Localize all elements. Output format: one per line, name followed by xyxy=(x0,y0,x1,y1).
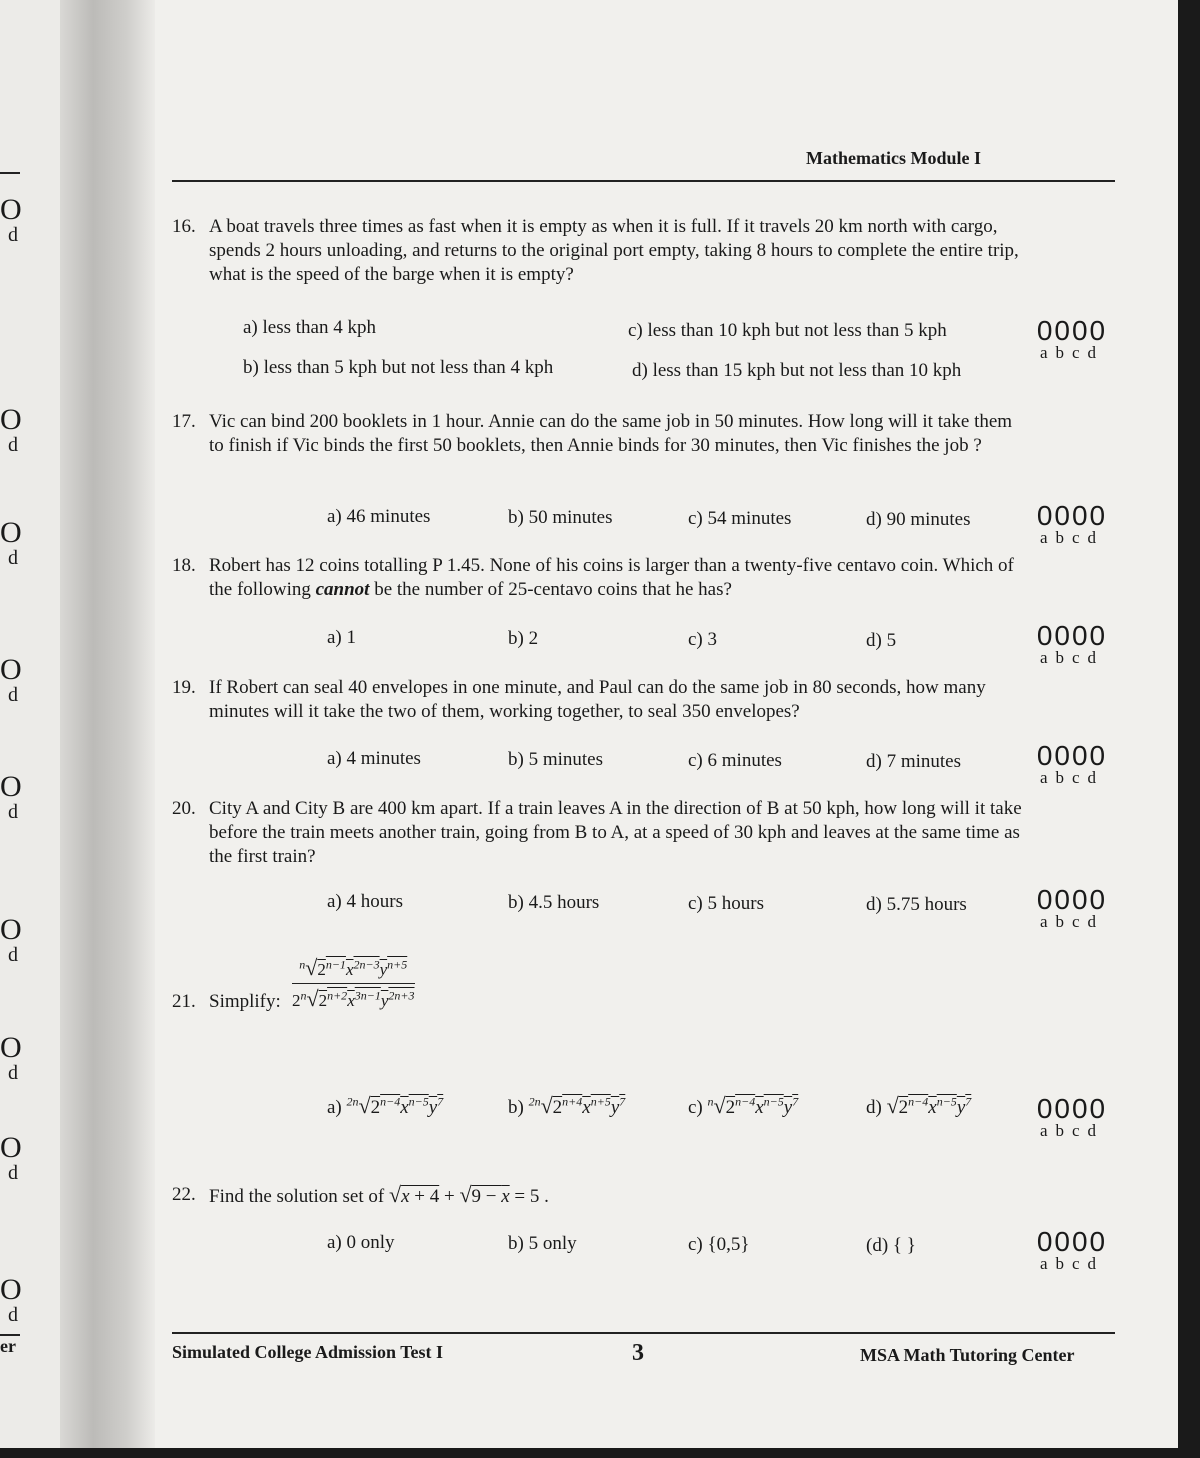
option-d: d) 7 minutes xyxy=(866,751,961,772)
option-a: a) 4 minutes xyxy=(327,748,421,769)
option-c: c) {0,5} xyxy=(688,1234,750,1255)
edge-bubble: O d xyxy=(0,1131,22,1184)
question-number: 16. xyxy=(172,216,196,237)
question-number: 19. xyxy=(172,677,196,698)
edge-bubble: O d xyxy=(0,1273,22,1326)
option-a: a) 0 only xyxy=(327,1232,395,1253)
question-19 xyxy=(172,676,1022,724)
answer-bubbles-19[interactable]: 0000 abcd xyxy=(1036,740,1108,787)
footer-test-name: Simulated College Admission Test I xyxy=(172,1342,444,1362)
question-text: If Robert can seal 40 envelopes in one minute, and Paul can do the same job in 80 seconds, how many minutes will it take the two of them, working together, to seal 350 envelopes? xyxy=(209,677,986,722)
simplify-expression: $\frac{^n√2^{n-1}x^{2n-3}y^{n+5}}{2^n√2^{n+2}x^{3n-1}y^{2n+3}}$ xyxy=(292,955,415,1011)
option-b: b) 4.5 hours xyxy=(508,892,600,913)
binding-shadow xyxy=(60,0,155,1448)
option-c: c) 6 minutes xyxy=(688,750,782,771)
option-b: b) less than 5 kph but not less than 4 kph xyxy=(243,357,554,378)
option-c: c) $^n√2^{n-4}x^{n-5}y^7$ xyxy=(688,1093,799,1118)
footer-center-name: MSA Math Tutoring Center xyxy=(860,1345,1075,1365)
option-c: c) 5 hours xyxy=(688,893,764,914)
question-number: 18. xyxy=(172,555,196,576)
edge-rule xyxy=(0,172,20,174)
answer-bubbles-17[interactable]: 0000 abcd xyxy=(1036,500,1108,547)
emphasis: cannot xyxy=(315,579,370,600)
option-a: a) $^{2n}√2^{n-4}x^{n-5}y^7$ xyxy=(327,1093,444,1118)
question-number: 21. xyxy=(172,991,196,1012)
footer-rule xyxy=(172,1332,1115,1334)
edge-bubble: O d xyxy=(0,653,22,706)
question-21 xyxy=(172,990,292,1014)
option-b: b) 5 only xyxy=(508,1233,577,1254)
question-text: Robert has 12 coins totalling P 1.45. None of his coins is larger than a twenty-five centavo coin. Which of the following cannot be the number of 25-centavo coins that he has? xyxy=(209,555,1014,600)
edge-word: er xyxy=(0,1336,16,1356)
edge-bubble: O d xyxy=(0,770,22,823)
page-header: Mathematics Module I xyxy=(806,148,981,168)
option-a: a) 46 minutes xyxy=(327,506,431,527)
page-number: 3 xyxy=(632,1340,644,1366)
option-d: d) 5.75 hours xyxy=(866,894,967,915)
edge-bubble: O d xyxy=(0,516,22,569)
option-c: c) 3 xyxy=(688,629,718,650)
question-18 xyxy=(172,554,1022,602)
option-b: b) $^{2n}√2^{n+4}x^{n+5}y^7$ xyxy=(508,1093,626,1118)
question-text: Find the solution set of √x + 4 + √9 − x = 5 . xyxy=(209,1182,549,1207)
answer-bubbles-20[interactable]: 0000 abcd xyxy=(1036,884,1108,931)
option-c: c) less than 10 kph but not less than 5 kph xyxy=(628,320,947,341)
question-16 xyxy=(172,215,1022,287)
option-a: a) less than 4 kph xyxy=(243,317,376,338)
question-text: City A and City B are 400 km apart. If a train leaves A in the direction of B at 50 kph, how long will it take before the train meets another train, going from B to A, at a speed of 30 kph and leaves at the same time as the first train? xyxy=(209,798,1022,867)
question-20 xyxy=(172,797,1022,869)
edge-bubble: O d xyxy=(0,193,22,246)
option-d: d) 5 xyxy=(866,630,897,651)
question-text: Simplify: xyxy=(209,991,281,1012)
option-d: d) less than 15 kph but not less than 10 kph xyxy=(632,360,962,381)
question-number: 17. xyxy=(172,411,196,432)
edge-bubble: O d xyxy=(0,913,22,966)
option-d: (d) { } xyxy=(866,1235,916,1256)
option-a: a) 1 xyxy=(327,627,357,648)
answer-bubbles-21[interactable]: 0000 abcd xyxy=(1036,1093,1108,1140)
edge-bubble: O d xyxy=(0,1031,22,1084)
option-d: d) $√2^{n-4}x^{n-5}y^7$ xyxy=(866,1093,972,1118)
option-c: c) 54 minutes xyxy=(688,508,792,529)
question-number: 22. xyxy=(172,1184,196,1205)
edge-bubble: O d xyxy=(0,403,22,456)
answer-bubbles-18[interactable]: 0000 abcd xyxy=(1036,620,1108,667)
question-22 xyxy=(172,1183,672,1209)
answer-bubbles-22[interactable]: 0000 abcd xyxy=(1036,1226,1108,1273)
option-b: b) 2 xyxy=(508,628,539,649)
answer-bubbles-16[interactable]: 0000 abcd xyxy=(1036,315,1108,362)
option-b: b) 50 minutes xyxy=(508,507,613,528)
question-text: Vic can bind 200 booklets in 1 hour. Annie can do the same job in 50 minutes. How long will it take them to finish if Vic binds the first 50 booklets, then Annie binds for 30 minutes, then Vic finishes the job ? xyxy=(209,411,1013,456)
option-b: b) 5 minutes xyxy=(508,749,603,770)
question-17 xyxy=(172,410,1022,458)
option-a: a) 4 hours xyxy=(327,891,403,912)
question-text: A boat travels three times as fast when it is empty as when it is full. If it travels 20 km north with cargo, spends 2 hours unloading, and returns to the original port empty, taking 8 hours to complete the entire trip, what is the speed of the barge when it is empty? xyxy=(209,216,1019,285)
header-rule xyxy=(172,180,1115,182)
question-number: 20. xyxy=(172,798,196,819)
option-d: d) 90 minutes xyxy=(866,509,971,530)
